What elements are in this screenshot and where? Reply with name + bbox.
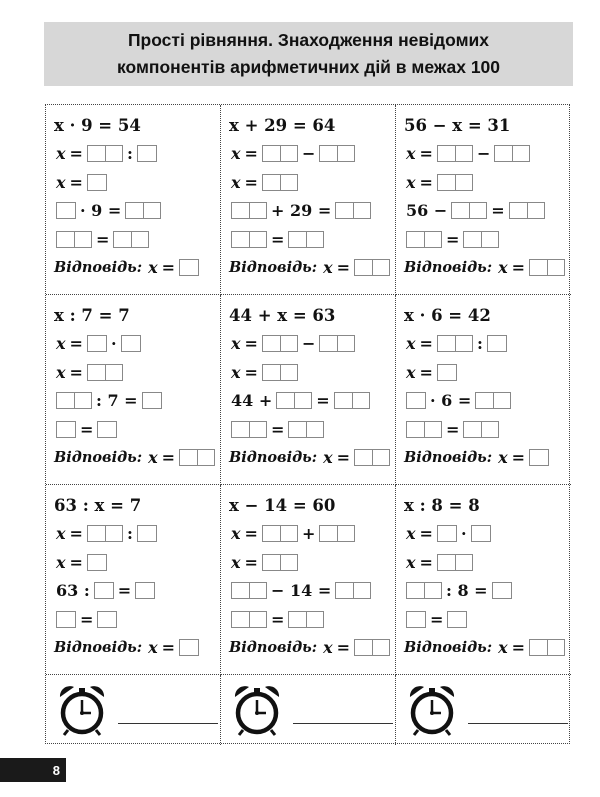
operator-text: = (69, 524, 83, 544)
operator-text: = (69, 172, 83, 192)
operator-text: = (80, 609, 94, 629)
operator-text: : 7 = (96, 391, 138, 411)
operator-text: = (271, 609, 285, 629)
solution-line (229, 387, 395, 416)
answer-box[interactable] (179, 259, 199, 276)
operator-text: · 6 = (430, 391, 472, 411)
answer-box[interactable] (463, 421, 499, 438)
answer-box[interactable] (262, 364, 298, 381)
variable-x: x (231, 172, 241, 192)
variable-x: x (406, 362, 416, 382)
alarm-clock-icon (56, 683, 108, 737)
operator-text: = (244, 552, 258, 572)
operator-text: = (271, 229, 285, 249)
solution-line (404, 605, 571, 634)
operator-text: = (336, 448, 351, 468)
equation-cell (46, 105, 221, 295)
answer-line (229, 254, 395, 283)
variable-x: x (148, 448, 158, 468)
answer-box[interactable] (319, 145, 355, 162)
operator-text: = (446, 229, 460, 249)
equation-text: 56 − x = 31 (404, 115, 511, 135)
variable-x: x (323, 638, 333, 658)
operator-text: = (430, 609, 444, 629)
answer-box[interactable] (56, 202, 76, 219)
solution-line (404, 577, 571, 606)
operator-text: = (419, 552, 433, 572)
answer-box[interactable] (437, 554, 473, 571)
answer-box[interactable] (179, 449, 215, 466)
equation-cell (221, 105, 396, 295)
solution-line (54, 225, 220, 254)
operator-text: − 14 = (271, 581, 332, 601)
solution-line (404, 520, 571, 549)
operator-text: + 29 = (271, 201, 332, 221)
operator-text: − (301, 144, 316, 164)
operator-text: = (69, 144, 83, 164)
variable-x: x (231, 524, 241, 544)
operator-text: = (511, 638, 526, 658)
solution-line (404, 387, 571, 416)
equation-text: x · 9 = 54 (54, 115, 141, 135)
time-cell (46, 675, 221, 745)
answer-box[interactable] (451, 202, 487, 219)
operator-text: = (244, 334, 258, 354)
answer-label: Відповідь: (229, 449, 318, 467)
answer-box[interactable] (97, 611, 117, 628)
operator-text: = (419, 524, 433, 544)
variable-x: x (406, 524, 416, 544)
variable-x: x (148, 638, 158, 658)
answer-line (54, 254, 220, 283)
operator-text: = (419, 144, 433, 164)
variable-x: x (323, 448, 333, 468)
answer-box[interactable] (137, 525, 157, 542)
time-answer-line[interactable] (293, 723, 393, 724)
operator-text: · (110, 334, 117, 354)
answer-box[interactable] (335, 582, 371, 599)
answer-box[interactable] (231, 582, 267, 599)
equation-cell (396, 295, 571, 485)
answer-box[interactable] (262, 335, 298, 352)
operator-text: = (80, 419, 94, 439)
equation-cell (46, 295, 221, 485)
answer-box[interactable] (262, 145, 298, 162)
answer-line (54, 444, 220, 473)
solution-line (229, 548, 395, 577)
operator-text: = (69, 362, 83, 382)
answer-box[interactable] (494, 145, 530, 162)
answer-box[interactable] (231, 421, 267, 438)
operator-text: 44 + (231, 391, 273, 411)
answer-box[interactable] (231, 611, 267, 628)
answer-box[interactable] (509, 202, 545, 219)
solution-line (229, 520, 395, 549)
solution-line (229, 140, 395, 169)
variable-x: x (231, 362, 241, 382)
answer-label: Відповідь: (54, 639, 143, 657)
variable-x: x (498, 258, 508, 278)
operator-text: − (301, 334, 316, 354)
variable-x: x (56, 144, 66, 164)
operator-text: = (161, 258, 176, 278)
answer-box[interactable] (406, 421, 442, 438)
page-number-tab (0, 758, 66, 782)
equation-cell (46, 485, 221, 675)
variable-x: x (323, 258, 333, 278)
variable-x: x (56, 552, 66, 572)
answer-box[interactable] (262, 174, 298, 191)
time-answer-line[interactable] (468, 723, 568, 724)
variable-x: x (231, 144, 241, 164)
answer-box[interactable] (288, 421, 324, 438)
variable-x: x (148, 258, 158, 278)
answer-box[interactable] (437, 335, 473, 352)
answer-box[interactable] (137, 145, 157, 162)
answer-box[interactable] (231, 231, 267, 248)
operator-text: : (126, 524, 133, 544)
answer-box[interactable] (97, 421, 117, 438)
solution-line (54, 605, 220, 634)
operator-text: : (476, 334, 483, 354)
operator-text: = (446, 419, 460, 439)
operator-text: + (301, 524, 316, 544)
solution-line (229, 415, 395, 444)
answer-box[interactable] (475, 392, 511, 409)
answer-line (404, 634, 571, 663)
operator-text: = (336, 258, 351, 278)
solution-line (54, 520, 220, 549)
solution-line (54, 358, 220, 387)
answer-box[interactable] (56, 421, 76, 438)
answer-box[interactable] (113, 231, 149, 248)
equation-text: x : 7 = 7 (54, 305, 130, 325)
answer-box[interactable] (529, 639, 565, 656)
equation-text: 63 : x = 7 (54, 495, 142, 515)
variable-x: x (406, 334, 416, 354)
page-number: 8 (52, 762, 60, 778)
answer-box[interactable] (87, 554, 107, 571)
operator-text: = (419, 362, 433, 382)
variable-x: x (56, 334, 66, 354)
answer-box[interactable] (94, 582, 114, 599)
answer-box[interactable] (87, 145, 123, 162)
equation-text: x · 6 = 42 (404, 305, 491, 325)
answer-box[interactable] (56, 611, 76, 628)
solution-line (54, 330, 220, 359)
answer-line (229, 444, 395, 473)
solution-line (229, 330, 395, 359)
answer-box[interactable] (142, 392, 162, 409)
equation-text: x − 14 = 60 (229, 495, 336, 515)
answer-box[interactable] (463, 231, 499, 248)
answer-line (404, 444, 571, 473)
operator-text: = (69, 552, 83, 572)
page-header (44, 22, 573, 86)
answer-box[interactable] (276, 392, 312, 409)
answer-line (404, 254, 571, 283)
answer-box[interactable] (447, 611, 467, 628)
answer-box[interactable] (529, 259, 565, 276)
answer-box[interactable] (354, 449, 390, 466)
answer-box[interactable] (56, 231, 92, 248)
solution-line (404, 197, 571, 226)
solution-line (229, 577, 395, 606)
answer-box[interactable] (319, 335, 355, 352)
variable-x: x (56, 362, 66, 382)
operator-text: = (244, 144, 258, 164)
answer-box[interactable] (125, 202, 161, 219)
answer-line (54, 634, 220, 663)
variable-x: x (56, 524, 66, 544)
answer-label: Відповідь: (54, 259, 143, 277)
equation-cell (396, 485, 571, 675)
answer-box[interactable] (406, 611, 426, 628)
operator-text: = (244, 524, 258, 544)
answer-box[interactable] (492, 582, 512, 599)
answer-box[interactable] (87, 174, 107, 191)
operator-text: 56 − (406, 201, 448, 221)
answer-box[interactable] (529, 449, 549, 466)
answer-box[interactable] (121, 335, 141, 352)
answer-label: Відповідь: (404, 639, 493, 657)
answer-box[interactable] (135, 582, 155, 599)
answer-box[interactable] (437, 174, 473, 191)
solution-line (229, 197, 395, 226)
solution-line (229, 605, 395, 634)
answer-label: Відповідь: (229, 639, 318, 657)
answer-label: Відповідь: (404, 259, 493, 277)
operator-text: = (161, 448, 176, 468)
solution-line (229, 358, 395, 387)
answer-box[interactable] (406, 231, 442, 248)
operator-text: = (336, 638, 351, 658)
header-title-line-1: Прості рівняння. Знаходження невідомих (127, 30, 490, 50)
equations-grid (45, 104, 570, 744)
solution-line (404, 330, 571, 359)
variable-x: x (498, 448, 508, 468)
solution-line (404, 225, 571, 254)
operator-text: = (271, 419, 285, 439)
solution-line (54, 548, 220, 577)
answer-box[interactable] (179, 639, 199, 656)
answer-label: Відповідь: (404, 449, 493, 467)
header-title-line-2: компонентів арифметичних дій в межах 100 (116, 57, 501, 77)
answer-box[interactable] (437, 364, 457, 381)
operator-text: = (117, 581, 132, 601)
answer-label: Відповідь: (229, 259, 318, 277)
variable-x: x (406, 144, 416, 164)
operator-text: = (491, 201, 505, 221)
variable-x: x (406, 552, 416, 572)
operator-text: = (244, 172, 258, 192)
solution-line (54, 415, 220, 444)
variable-x: x (231, 334, 241, 354)
answer-box[interactable] (487, 335, 507, 352)
solution-line (404, 358, 571, 387)
solution-line (404, 415, 571, 444)
time-answer-line[interactable] (118, 723, 218, 724)
answer-box[interactable] (354, 259, 390, 276)
answer-box[interactable] (87, 335, 107, 352)
operator-text: = (96, 229, 110, 249)
solution-line (54, 197, 220, 226)
equation-cell (221, 295, 396, 485)
operator-text: = (69, 334, 83, 354)
time-cell (221, 675, 396, 745)
equation-text: x : 8 = 8 (404, 495, 480, 515)
operator-text: − (476, 144, 491, 164)
answer-box[interactable] (288, 231, 324, 248)
answer-box[interactable] (56, 392, 92, 409)
operator-text: = (419, 172, 433, 192)
solution-line (404, 140, 571, 169)
answer-box[interactable] (319, 525, 355, 542)
solution-line (404, 168, 571, 197)
answer-box[interactable] (288, 611, 324, 628)
alarm-clock-icon (406, 683, 458, 737)
operator-text: = (244, 362, 258, 382)
operator-text: · (460, 524, 467, 544)
answer-box[interactable] (406, 392, 426, 409)
variable-x: x (498, 638, 508, 658)
answer-box[interactable] (437, 145, 473, 162)
answer-box[interactable] (262, 554, 298, 571)
solution-line (54, 140, 220, 169)
solution-line (229, 168, 395, 197)
equation-text: 44 + x = 63 (229, 305, 336, 325)
operator-text: = (161, 638, 176, 658)
answer-box[interactable] (334, 392, 370, 409)
solution-line (54, 577, 220, 606)
operator-text: 63 : (56, 581, 90, 601)
operator-text: = (511, 448, 526, 468)
operator-text: · 9 = (80, 201, 122, 221)
equation-cell (396, 105, 571, 295)
alarm-clock-icon (231, 683, 283, 737)
variable-x: x (56, 172, 66, 192)
answer-label: Відповідь: (54, 449, 143, 467)
answer-box[interactable] (471, 525, 491, 542)
answer-box[interactable] (87, 364, 123, 381)
answer-box[interactable] (87, 525, 123, 542)
solution-line (54, 387, 220, 416)
answer-box[interactable] (406, 582, 442, 599)
solution-line (404, 548, 571, 577)
variable-x: x (231, 552, 241, 572)
answer-line (229, 634, 395, 663)
answer-box[interactable] (437, 525, 457, 542)
operator-text: = (419, 334, 433, 354)
operator-text: : 8 = (446, 581, 488, 601)
answer-box[interactable] (231, 202, 267, 219)
operator-text: = (511, 258, 526, 278)
time-cell (396, 675, 571, 745)
answer-box[interactable] (262, 525, 298, 542)
equation-cell (221, 485, 396, 675)
answer-box[interactable] (335, 202, 371, 219)
variable-x: x (406, 172, 416, 192)
operator-text: = (316, 391, 330, 411)
equation-text: x + 29 = 64 (229, 115, 336, 135)
solution-line (229, 225, 395, 254)
answer-box[interactable] (354, 639, 390, 656)
operator-text: : (126, 144, 133, 164)
solution-line (54, 168, 220, 197)
